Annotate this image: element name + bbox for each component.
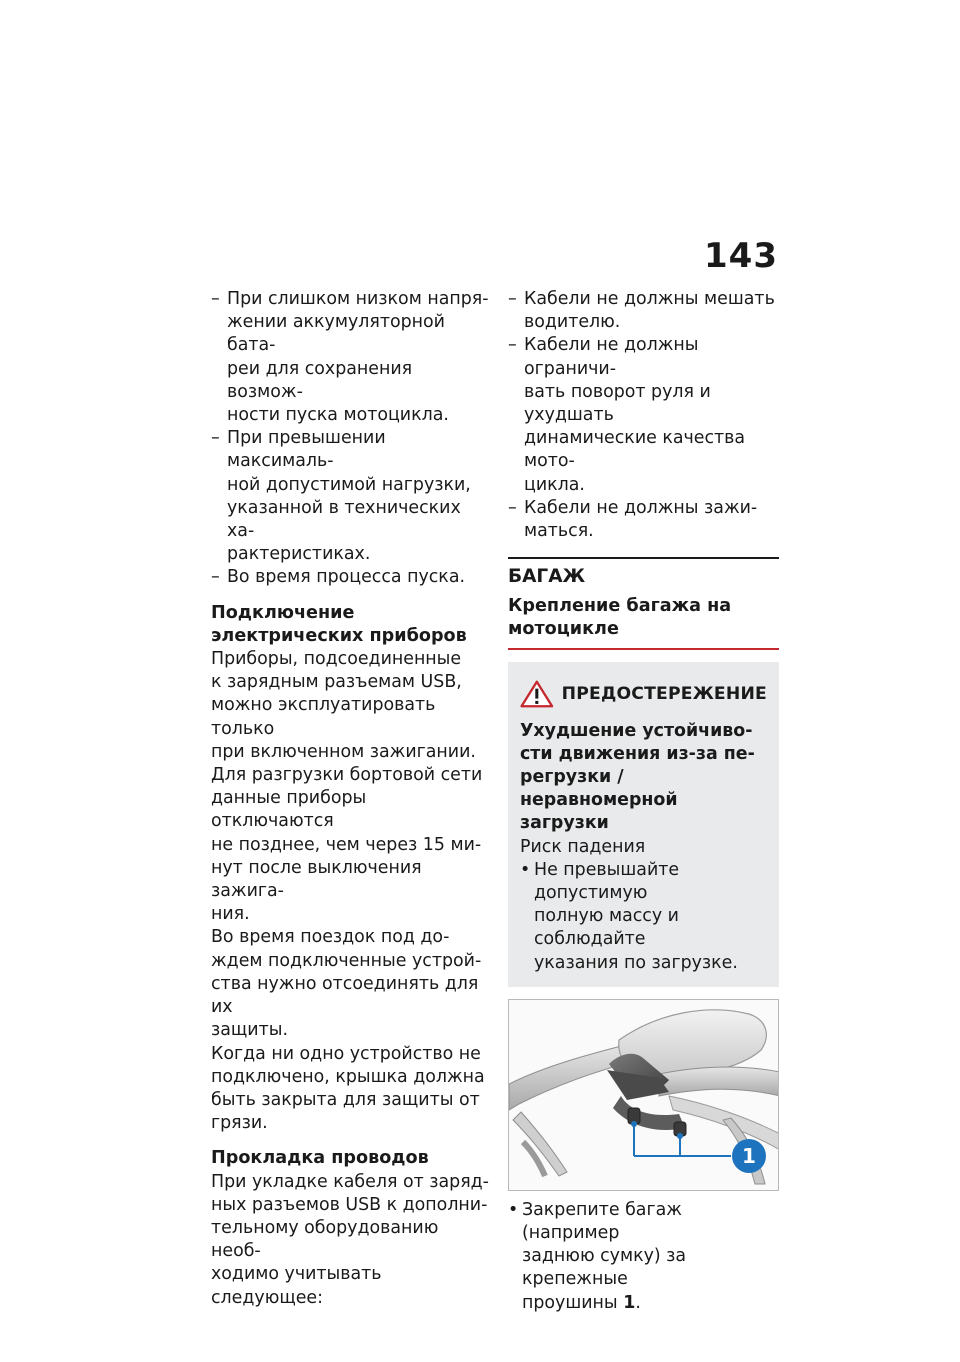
paragraph-cable-routing: При укладке кабеля от заряд- ных разъемов USB к дополни- тельному оборудованию необ- ходимо учитывать следующее:: [211, 1171, 489, 1308]
left-column: [211, 288, 489, 1310]
list-item: – При превышении максималь- ной допустимой нагрузки, указанной в технических ха- рактеристиках.: [211, 428, 471, 565]
page-number: 143: [704, 236, 778, 276]
list-item: – При слишком низком напря- жении аккумуляторной бата- реи для сохранения возмож- ности пуска мотоцикла.: [211, 289, 489, 426]
instruction-secure-luggage: • Закрепите багаж (например заднюю сумку) за крепежные проушины 1.: [508, 1199, 687, 1313]
warning-risk: Риск падения: [520, 836, 646, 857]
warning-header: [520, 676, 767, 712]
callout-number: 1: [742, 1143, 756, 1168]
subsection-title-luggage-mount: Крепление багажа на мотоцикле: [508, 595, 779, 649]
list-item: – Кабели не должны зажи- маться.: [508, 497, 758, 542]
warning-instruction: • Не превышайте допустимую полную массу и соблюдайте указания по загрузке.: [520, 859, 738, 973]
heading-cable-routing: Прокладка проводов: [211, 1148, 429, 1169]
list-item: – Кабели не должны ограничи- вать поворот руля и ухудшать динамические качества мото- цикла.: [508, 335, 746, 495]
list-item: – Кабели не должны мешать водителю.: [508, 289, 775, 333]
conditions-list: [211, 288, 489, 590]
warning-triangle-icon: [520, 676, 554, 712]
heading-electrical-devices: Подключение электрических приборов: [211, 602, 467, 646]
luggage-eyelets-illustration: [508, 999, 779, 1191]
luggage-rack-illustration: [509, 1000, 779, 1191]
paragraph-devices: Приборы, подсоединенные к зарядным разъемам USB, можно эксплуатировать только при включенном зажигании. Для разгрузки бортовой сети данные приборы отключаются не позднее, чем через 15 ми- нут после выключения зажига- ния. Во время поездок под до- ждем подключенные устрой- ства нужно отсоединять для их защиты. Когда ни одно устройство не подключено, крышка должна быть закрыта для защиты от грязи.: [211, 649, 485, 1134]
warning-label: ПРЕДОСТЕРЕЖЕНИЕ: [561, 683, 767, 704]
section-title-luggage: БАГАЖ: [508, 557, 779, 589]
cable-rules-list: [508, 288, 779, 543]
warning-heading: Ухудшение устойчиво- сти движения из-за пе- регрузки / неравномерной загрузки: [520, 720, 755, 834]
eyelet-reference: 1: [623, 1292, 636, 1313]
list-item: – Во время процесса пуска.: [211, 567, 466, 588]
right-column: [508, 288, 779, 1315]
warning-box: [508, 662, 779, 987]
